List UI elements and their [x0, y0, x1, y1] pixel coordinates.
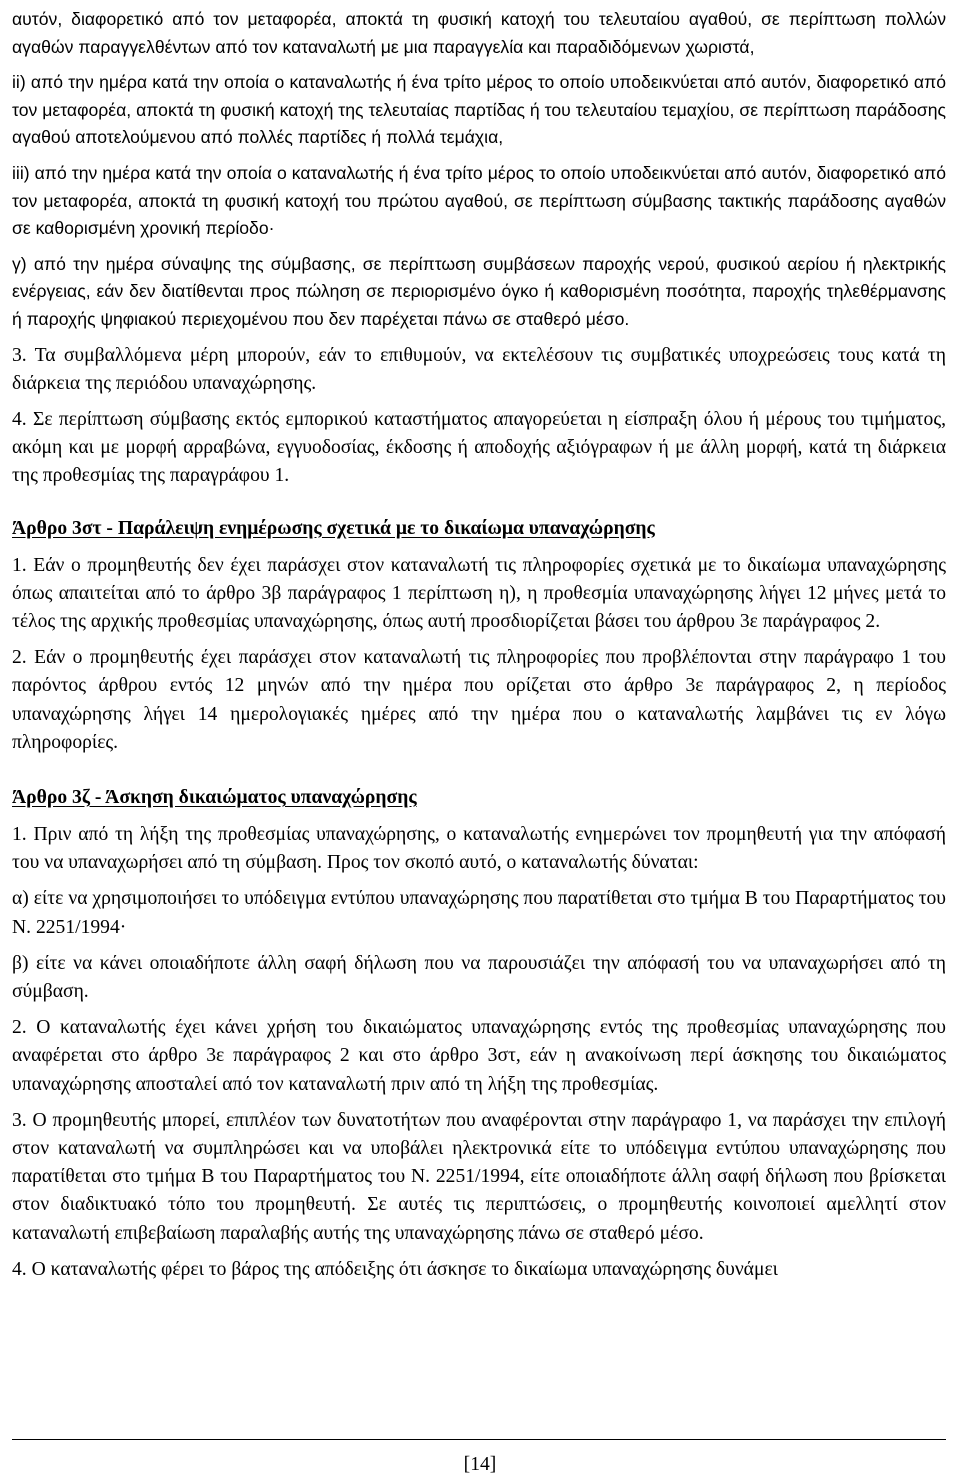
paragraph-4: 4. Σε περίπτωση σύμβασης εκτός εμπορικού καταστήματος απαγορεύεται η είσπραξη όλου ή μέρους του τιμήματος, ακόμη και με μορφή αρραβώνα, εγγυοδοσίας, έκδοσης ή αποδοχής αξιόγραφων ή με άλλη μορφή, κατά τη διάρκεια της προθεσμίας της παραγράφου 1. — [12, 408, 946, 487]
article-3st-paragraph-2: 2. Εάν ο προμηθευτής έχει παράσχει στον καταναλωτή τις πληροφορίες που προβλέπονται στην παράγραφο 1 του παρόντος άρθρου εντός 12 μηνών από την ημέρα που ορίζεται στο άρθρο 3ε παράγραφος 2, η περίοδος υπαναχώρησης λήγει 14 ημερολογιακές ημέρες από την ημέρα που ο καταναλωτής λαμβάνει τις εν λόγω πληροφορίες. — [12, 647, 946, 753]
article-3z-item-alpha: α) είτε να χρησιμοποιήσει το υπόδειγμα εντύπου υπαναχώρησης που παρατίθεται στο τμήμα Β του Παραρτήματος του Ν. 2251/1994· — [12, 888, 946, 938]
article-3z-heading: Άρθρο 3ζ - Άσκηση δικαιώματος υπαναχώρησης — [12, 786, 417, 808]
article-3z-paragraph-2: 2. Ο καταναλωτής έχει κάνει χρήση του δικαιώματος υπαναχώρησης εντός της προθεσμίας υπαναχώρησης που αναφέρεται στο άρθρο 3ε παράγραφος 2 και στο άρθρο 3στ, εάν η ανακοίνωση περί άσκησης του δικαιώματος υπαναχώρησης αποσταλεί από τον καταναλωτή πριν από τη λήξη της προθεσμίας. — [12, 1017, 946, 1095]
article-3z-paragraph-1: 1. Πριν από τη λήξη της προθεσμίας υπαναχώρησης, ο καταναλωτής ενημερώνει τον προμηθευτή για την απόφασή του να υπαναχωρήσει από τη σύμβαση. Προς τον σκοπό αυτό, ο καταναλωτής δύναται: — [12, 823, 946, 874]
paragraph-item-iii: iii) από την ημέρα κατά την οποία ο καταναλωτής ή ένα τρίτο μέρος το οποίο υποδεικνύεται από αυτόν, διαφορετικό από τον μεταφορέα, αποκτά τη φυσική κατοχή του πρώτου αγαθού, σε περίπτωση σύμβασης τακτικής παράδοσης αγαθών σε καθορισμένη χρονική περίοδο· — [12, 162, 946, 239]
article-3z-paragraph-4: 4. Ο καταναλωτής φέρει το βάρος της απόδειξης ότι άσκησε το δικαίωμα υπαναχώρησης δυνάμει — [12, 1258, 778, 1280]
article-3st-heading: Άρθρο 3στ - Παράλειψη ενημέρωσης σχετικά με το δικαίωμα υπαναχώρησης — [12, 517, 655, 539]
article-3z-item-beta: β) είτε να κάνει οποιαδήποτε άλλη σαφή δήλωση που να παρουσιάζει την απόφασή του να υπαναχωρήσει από τη σύμβαση. — [12, 952, 946, 1002]
paragraph-continuation: αυτόν, διαφορετικό από τον μεταφορέα, αποκτά τη φυσική κατοχή του τελευταίου αγαθού, σε περίπτωση πολλών αγαθών παραγγελθέντων από τον καταναλωτή με μια παραγγελία και παραδιδόμενων χωριστά, — [12, 9, 946, 57]
paragraph-item-gamma: γ) από την ημέρα σύναψης της σύμβασης, σε περίπτωση συμβάσεων παροχής νερού, φυσικού αερίου ή ηλεκτρικής ενέργειας, εάν δεν διατίθενται προς πώληση σε περιορισμένο όγκο ή καθορισμένη ποσότητα, παροχής τηλεθέρμανσης ή παροχής ψηφιακού περιεχομένου που δεν παρέχεται πάνω σε σταθερό μέσο. — [12, 253, 946, 329]
article-3st-paragraph-1: 1. Εάν ο προμηθευτής δεν έχει παράσχει στον καταναλωτή τις πληροφορίες σχετικά με το δικαίωμα υπαναχώρησης όπως απαιτείται από το άρθρο 3β παράγραφος 1 περίπτωση η), η προθεσμία υπαναχώρησης λήγει 12 μήνες μετά το τέλος της αρχικής προθεσμίας υπαναχώρησης, όπως αυτή προσδιορίζεται βάσει του άρθρου 3ε παράγραφος 2. — [12, 554, 946, 632]
paragraph-item-ii: ii) από την ημέρα κατά την οποία ο καταναλωτής ή ένα τρίτο μέρος το οποίο υποδεικνύεται από αυτόν, διαφορετικό από τον μεταφορέα, αποκτά τη φυσική κατοχή της τελευταίας παρτίδας ή του τελευταίου τεμαχίου, σε περίπτωση παράδοσης αγαθού αποτελούμενου από πολλές παρτίδες ή πολλά τεμάχια, — [12, 72, 946, 148]
page-number: [14] — [463, 1454, 497, 1475]
paragraph-3: 3. Τα συμβαλλόμενα μέρη μπορούν, εάν το επιθυμούν, να εκτελέσουν τις συμβατικές υποχρεώσεις τους κατά τη διάρκεια της περιόδου υπαναχώρησης. — [12, 344, 946, 394]
footer-rule — [12, 1439, 946, 1440]
article-3z-paragraph-3: 3. Ο προμηθευτής μπορεί, επιπλέον των δυνατοτήτων που αναφέρονται στην παράγραφο 1, να παράσχει την επιλογή στον καταναλωτή να συμπληρώσει και να υποβάλει ηλεκτρονικά είτε το υπόδειγμα εντύπου υπαναχώρησης που παρατίθεται στο τμήμα Β του Παραρτήματος του Ν. 2251/1994, είτε οποιαδήποτε άλλη σαφή δήλωση που βρίσκεται στον διαδικτυακό τόπο του προμηθευτή. Σε αυτές τις περιπτώσεις, ο προμηθευτής κοινοποιεί αμελλητί στον καταναλωτή επιβεβαίωση παραλαβής αυτής της υπαναχώρησης πάνω σε σταθερό μέσο. — [12, 1109, 946, 1244]
